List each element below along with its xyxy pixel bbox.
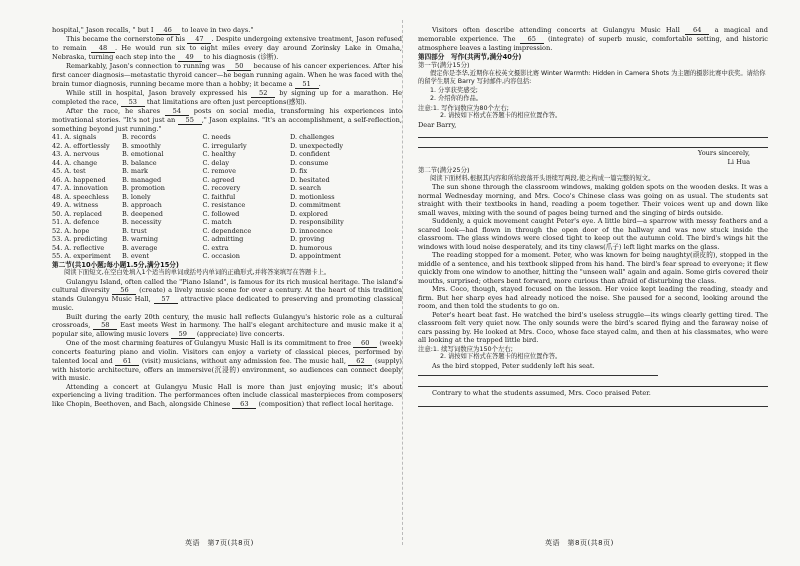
page-divider xyxy=(402,20,403,545)
passage-paragraph: One of the most charming features of Gulangyu Music Hall is its commitment to free 60 (week) concerts featuring piano and violin. Visitors can enjoy a variety of classical pieces, performed by talented local and 61 (visit) musicians, without any admission fee. The music hall, 62 (supply) with historic architecture, offers an immersive(沉浸的) environment, so audiences can connect deeply with music. xyxy=(52,339,402,382)
option-cell: 44. A. change xyxy=(52,158,98,167)
option-row xyxy=(52,227,402,236)
option-row xyxy=(52,133,402,142)
blank-56: 56 xyxy=(112,287,136,295)
blank-64: 64 xyxy=(685,27,709,35)
writing-line xyxy=(418,139,768,148)
option-cell: D. consume xyxy=(290,158,329,167)
option-cell: 50. A. replaced xyxy=(52,209,102,218)
option-row xyxy=(52,176,402,185)
passage-paragraph: After the race, he shares 54 posts on social media, transforming his experiences into motivational stories. "It's not just an 55 ," Jason explains. "It's an accomplishment, a self-reflection, something beyond just running." xyxy=(52,106,402,133)
story-paragraph: Mrs. Coco, though, stayed focused on the lesson. Her voice kept leading the reading, steady and firm. But her sharp eyes had already noticed the noise. She paused for a second, looking around the room, and then told the students to go on. xyxy=(418,285,768,310)
option-cell: B. warning xyxy=(122,235,159,243)
blank-50: 50 xyxy=(227,63,251,71)
page-footer-7: 英语 第7页(共8页) xyxy=(185,539,254,547)
option-cell: D. humorous xyxy=(290,243,333,252)
blank-49: 49 xyxy=(178,54,202,62)
story-paragraph: The sun shone through the classroom windows, making golden spots on the wooden desks. It was a normal Wednesday morning, and Mrs. Coco's Chinese class was going on as usual. The students sat straight with their textbooks in hand, reading a poem together. Their voices went up and down like small waves, mixing with the sound of pages being turned and the singing of birds outside. xyxy=(418,183,768,217)
option-cell: 49. A. witness xyxy=(52,201,99,209)
option-cell: C. resistance xyxy=(202,201,246,209)
option-cell: D. appointment xyxy=(290,252,341,260)
section-2-title: 第二节(共10小题;每小题1.5分,满分15分) xyxy=(52,260,179,269)
option-cell: C. occasion xyxy=(202,252,240,260)
passage-paragraph: This became the cornerstone of his 47 . Despite undergoing extensive treatment, Jason refused to remain 48 . He would run six to eight miles every day around Zorinsky Lake in Omaha, Nebraska, turning each step into the 49 to his diagnosis (诊断). xyxy=(52,35,402,61)
blank-65: 65 xyxy=(520,36,544,44)
option-cell: B. balance xyxy=(122,158,157,167)
option-row xyxy=(52,167,402,176)
option-cell: B. records xyxy=(122,133,157,141)
option-cell: D. challenges xyxy=(290,133,335,141)
option-cell: C. remove xyxy=(202,167,236,175)
option-row xyxy=(52,201,402,210)
option-row xyxy=(52,252,402,261)
page-footer-8: 英语 第8页(共8页) xyxy=(545,539,614,547)
blank-51: 51 xyxy=(295,81,319,89)
option-cell: B. average xyxy=(122,243,158,252)
option-cell: C. needs xyxy=(202,133,231,141)
option-cell: B. event xyxy=(122,252,150,260)
blank-55: 55 xyxy=(178,117,202,125)
option-cell: D. explored xyxy=(290,209,328,218)
option-row xyxy=(52,235,402,244)
option-row xyxy=(52,184,402,193)
option-cell: 55. A. experiment xyxy=(52,252,111,260)
option-cell: B. trust xyxy=(122,226,147,235)
option-cell: B. deepened xyxy=(122,209,163,218)
section-2-instructions: 阅读下面短文,在空白处填入1个适当的单词或括号内单词的正确形式,并将答案填写在答题卡上。 xyxy=(64,269,331,276)
option-cell: C. agreed xyxy=(202,175,235,184)
option-cell: C. match xyxy=(202,218,232,226)
story-paragraph: The reading stopped for a moment. Peter, who was known for being naughty(顽皮的), stopped in the middle of a sentence, and his textbook slipped from his hand. The bird's fear spread to everyone; it flew quickly from one window to another, hitting the "unseen wall" again and again. Some girls covered their mouths, surprised; others bent forward, more curious than afraid of disturbing the class. xyxy=(418,251,768,285)
requirement-1: 1. 分享获奖感受; xyxy=(430,86,478,94)
blank-53: 53 xyxy=(121,99,145,107)
option-cell: D. commitment xyxy=(290,201,341,209)
option-cell: D. innocence xyxy=(290,226,333,235)
option-row xyxy=(52,210,402,219)
blank-46: 46 xyxy=(156,27,180,35)
blank-59: 59 xyxy=(171,331,195,339)
option-cell: 54. A. reflective xyxy=(52,243,105,252)
blank-52: 52 xyxy=(251,90,275,98)
option-cell: 46. A. happened xyxy=(52,175,106,184)
option-cell: D. motionless xyxy=(290,192,335,201)
passage-paragraph: Remarkably, Jason's connection to running was 50 because of his cancer experiences. After his first cancer diagnosis—metastatic thyroid cancer—he began running again. When he was faced with the brain tumor diagnosis, running became more than a hobby; it became a 51 . xyxy=(52,62,402,88)
option-cell: 45. A. test xyxy=(52,167,86,175)
writing-line xyxy=(418,129,768,138)
option-cell: D. hesitated xyxy=(290,175,330,184)
option-cell: B. emotional xyxy=(122,150,164,158)
option-row xyxy=(52,142,402,151)
option-cell: C. dependence xyxy=(202,226,252,235)
option-row xyxy=(52,150,402,159)
option-cell: 51. A. defence xyxy=(52,218,100,226)
passage-paragraph: Visitors often describe attending concerts at Gulangyu Music Hall 64 a magical and memorable experience. The 65 (integrate) of superb music, comfortable setting, and historic atmosphere leaves a lasting impression. xyxy=(418,26,768,52)
blank-60: 60 xyxy=(353,340,377,348)
blank-63: 63 xyxy=(232,401,256,409)
option-cell: 43. A. nervous xyxy=(52,150,100,158)
option-cell: D. proving xyxy=(290,235,325,243)
option-cell: D. unexpectedly xyxy=(290,141,344,150)
letter-signature: Li Hua xyxy=(727,157,750,166)
option-cell: B. lonely xyxy=(122,192,151,201)
option-cell: 48. A. speechless xyxy=(52,192,109,201)
option-row xyxy=(52,218,402,227)
page-7-column xyxy=(52,26,402,534)
answer-options-table xyxy=(52,133,402,261)
option-cell: B. approach xyxy=(122,201,162,209)
note-format: 2. 请按如下格式在答题卡的相应位置作答。 xyxy=(440,353,562,360)
letter-salutation: Dear Barry, xyxy=(418,120,457,129)
option-cell: C. faithful xyxy=(202,192,236,201)
option-row xyxy=(52,193,402,202)
section-2-instructions: 阅读下面材料,根据其内容和所给段落开头语续写两段,使之构成一篇完整的短文。 xyxy=(430,174,655,182)
option-cell: D. search xyxy=(290,184,322,192)
note-format: 2. 请按如下格式在答题卡的相应位置作答。 xyxy=(440,112,562,119)
writing-line xyxy=(418,380,768,387)
passage-paragraph: While still in hospital, Jason bravely expressed his 52 by signing up for a marathon. He completed the race, 53 that limitations are often just perceptions(感知). xyxy=(52,88,402,106)
blank-61: 61 xyxy=(115,358,139,366)
note-word-count: 注意:1. 写作词数应为80个左右; xyxy=(418,103,509,112)
story-paragraph: Peter's heart beat fast. He watched the bird's useless struggle—its wings clearly getting tired. The classroom felt very quiet now. The only sounds were the bird's scared flying and the faraway noise of cars passing by. He looked at Mrs. Coco, whose face stayed calm, and then at his classmates, who were all looking at the trapped little bird. xyxy=(418,310,768,344)
passage-paragraph: Built during the early 20th century, the music hall reflects Gulangyu's historic role as a cultural crossroads, 58 East meets West in harmony. The hall's elegant architecture and music make it a popular site, allowing music lovers 59 (appreciate) live concerts. xyxy=(52,312,402,338)
note-word-count: 注意:1. 续写词数应为150个左右; xyxy=(418,344,513,353)
passage-paragraph: hospital," Jason recalls, " but I 46 to leave in two days." xyxy=(52,26,254,34)
part-4-title: 第四部分 写作(共两节,满分40分) xyxy=(418,52,522,61)
blank-62: 62 xyxy=(348,358,372,366)
option-cell: B. promotion xyxy=(122,184,165,192)
option-cell: C. extra xyxy=(202,243,229,252)
letter-closing: Yours sincerely, xyxy=(697,149,750,157)
option-cell: C. recovery xyxy=(202,184,241,192)
writing-line xyxy=(418,397,768,407)
option-cell: D. responsibility xyxy=(290,218,344,226)
requirement-2: 2. 介绍你的作品。 xyxy=(430,95,483,102)
option-cell: 53. A. predicting xyxy=(52,235,108,243)
passage-paragraph: Gulangyu Island, often called the "Piano Island", is famous for its rich musical heritage. The island's cultural diversity 56 (create) a lively music scene for over a century. At the heart of this tradition stands Gulangyu Music Hall, 57 attractive place dedicated to preserving and promoting classical music. xyxy=(52,277,402,312)
passage-paragraph: Attending a concert at Gulangyu Music Hall is more than just enjoying music; it's about experiencing a living tradition. The performances often include classical masterpieces from composers like Chopin, Beethoven, and Bach, alongside Chinese 63 (composition) that reflect local heritage. xyxy=(52,382,402,408)
option-cell: C. followed xyxy=(202,209,240,218)
blank-47: 47 xyxy=(187,36,211,44)
option-cell: B. managed xyxy=(122,175,162,184)
option-cell: B. smoothly xyxy=(122,141,161,150)
option-cell: C. delay xyxy=(202,158,230,167)
continuation-start-1: As the bird stopped, Peter suddenly left his seat. xyxy=(418,362,768,379)
option-cell: B. mark xyxy=(122,167,148,175)
blank-48: 48 xyxy=(91,45,115,53)
blank-58: 58 xyxy=(93,322,117,330)
option-cell: D. confident xyxy=(290,150,330,158)
option-row xyxy=(52,159,402,168)
option-cell: D. fix xyxy=(290,167,308,175)
page-8-column xyxy=(418,26,768,534)
story-paragraph: Suddenly, a quick movement caught Peter's eye. A little bird—a sparrow with messy feathers and a scared look—had flown in through the open door of the hallway and was now stuck inside the classroom. The glass windows were closed tight to keep out the autumn cold. The bird's wings hit the windows with loud noise desperately, and its tiny claws(爪子) left light marks on the glass. xyxy=(418,217,768,251)
blank-54: 54 xyxy=(165,108,189,116)
continuation-start-2: Contrary to what the students assumed, Mrs. Coco praised Peter. xyxy=(432,388,651,397)
option-row xyxy=(52,244,402,253)
section-2-title: 第二节(满分25分) xyxy=(418,166,470,174)
option-cell: C. irregularly xyxy=(202,141,247,150)
option-cell: 41. A. signals xyxy=(52,133,97,141)
section-1-title: 第一节(满分15分) xyxy=(418,61,470,69)
option-cell: 52. A. hope xyxy=(52,226,90,235)
option-cell: 47. A. innovation xyxy=(52,184,108,192)
option-cell: C. admitting xyxy=(202,235,244,243)
option-cell: 42. A. effortlessly xyxy=(52,141,110,150)
option-cell: C. healthy xyxy=(202,150,236,158)
blank-57: 57 xyxy=(154,296,178,304)
section-1-instructions: 假定你是李华,近期你在校英文摄影比赛 Winter Warmth: Hidden in Camera Shots 为主题的摄影比赛中获奖。请给你的留学生朋友 Barry 写封邮件,内容包括: xyxy=(418,69,766,85)
option-cell: B. necessity xyxy=(122,218,162,226)
